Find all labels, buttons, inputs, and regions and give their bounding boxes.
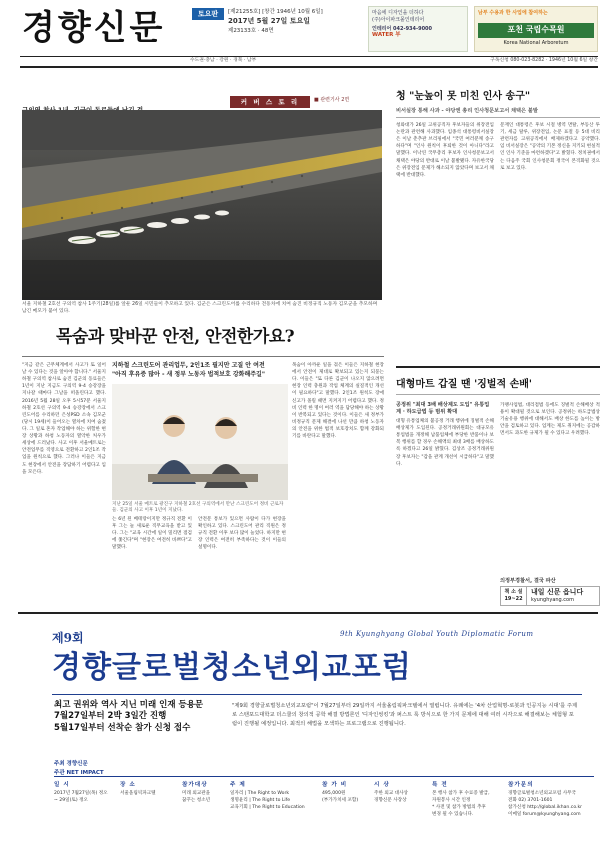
info-contact-header: 참가문의 [508, 782, 534, 788]
forum-english-title: 9th Kyunghyang Global Youth Diplomatic Forum [340, 630, 534, 638]
info-contact-value-1: 경향글로벌청소년외교포럼 사무국 [508, 791, 577, 797]
inset-caption: 지난 25일 서울 메트로 광진구 지하철 2호선 구의역에서 만난 스크린도어 정비 근로자들. 김군의 사고 이후 1년이 지났다. [112, 502, 284, 514]
region-info: 수도권·충남 · 강원 · 경북 · 남부 [190, 58, 257, 63]
photo-caption: 서울 지하철 2호선 구의역 참사 1주기(28일)를 앞둔 26일 시민들이 추모하고 있다. 김군은 스크린도어를 수리하다 전동차에 치여 숨진 비정규직 노동자 김모군을 추모하며 남긴 메모가 붙어 있다. [22, 302, 378, 314]
workers-photo [112, 384, 288, 500]
forum-highlight-1: 최고 권위와 역사 지닌 미래 인재 등용문 [54, 700, 204, 710]
info-benefits-value-3: * 사전 및 참가 방법의 추후 [432, 805, 486, 811]
masthead-rule [20, 56, 598, 57]
economy-rule [396, 394, 600, 395]
info-target-value-1: 미래 외교관을 [182, 791, 211, 797]
info-target [182, 781, 226, 805]
main-headline[interactable]: 목숨과 맞바꾼 안전, 안전한가요? [56, 327, 295, 347]
index-box-title[interactable]: 의정부경찰서, 결국 파산 [500, 578, 556, 584]
info-fee-value-1: 495,000원 [322, 791, 346, 797]
forum-title[interactable]: 경향글로벌청소년외교포럼 [52, 650, 412, 685]
politics-column-2: 문재인 대통령은 후보 시절 병역 면탈, 부동산 투기, 세금 탈루, 위장전입, 논문 표절 등 5대 비리 관련자를 고위공직에서 배제하겠다고 공약했다. 임 비서실장은 "공약의 기본 정신을 지키되 현실적인 인사 기준을 마련하겠다"고 밝혔다. 정치권에서는 다음주 국회 인사청문회 정국이 본격화될 것으로 보고 있다. [500, 123, 600, 171]
headline-rule [22, 356, 384, 357]
info-target-header: 참가대상 [182, 782, 208, 788]
article-column-2: 는 6년 된 베테랑이지만 정규직 전환 이후 그는 늘 새로운 직무교육을 받고 있다. 그는 "교육 시간에 일이 밀리면 점검에 쫓긴다"며 "현장은 여전히 바쁘다"고 말했다. [112, 517, 192, 551]
issue-info [228, 8, 368, 35]
cover-story-label: 커 버 스 토 리 [230, 96, 310, 108]
forum-host: 주최 경향신문 [54, 761, 88, 767]
info-topic-header: 주 제 [230, 782, 246, 788]
forum-rule [52, 694, 582, 695]
masthead-bottom-rule [20, 66, 598, 68]
forum-top-rule [18, 612, 598, 614]
info-fee [322, 781, 370, 805]
info-venue-header: 장 소 [120, 782, 136, 788]
forum-edition: 제9회 [52, 631, 84, 645]
forum-info-table [54, 776, 594, 838]
article-column-3: 안전문 통보가 있으면 사람이 다가 현장을 확인하고 있다. 스크린도어 관리 직원은 정규직 전환 이후 보다 많이 늘었다. 하지만 현장 인력은 여전히 부족하다는 것이 이들의 설명이다. [198, 517, 286, 551]
economy-headline[interactable]: 대형마트 갑질 땐 '징벌적 손배' [396, 379, 532, 390]
section-index-pages: 19~22 [504, 596, 523, 602]
ad1-phone: 인테리어 042-934-9000 [372, 25, 433, 32]
info-date-header: 일 시 [54, 782, 70, 788]
info-target-value-2: 꿈꾸는 청소년 [182, 798, 211, 804]
forum-highlight-2: 7월27일부터 2박 3일간 진행 [54, 711, 167, 722]
info-awards-value-2: 경향신문 사장상 [374, 798, 407, 804]
economy-column-2: 가맹사업법, 대리점법 등에도 징벌적 손해배상 적용이 확대될 것으로 보인다. 공정위는 하도급법상 기술유용 행위에 대해서도 배상 한도를 높이는 방안을 검토하고 있다. 업계는 제도 취지에는 공감하면서도 과도한 규제가 될 수 있다고 우려했다. [500, 403, 600, 437]
inset-subheadline-2: "아직 후유증 많아 - 새 정부 노동자 법적보호 강화해주길" [112, 371, 265, 379]
section-index-label: 책 소 설 [504, 589, 523, 596]
saturday-edition-badge: 토요판 [192, 8, 224, 20]
section-index [501, 587, 527, 605]
info-fee-value-2: (부가가치세 포함) [322, 798, 359, 804]
memorial-photo-image [22, 110, 382, 300]
politics-rule [396, 117, 600, 118]
tomorrow-notice-title: 내일 신문 읍니다 [531, 587, 584, 596]
article-column-1: "지금 같은 근무체계에서 사고가 또 일어날 수 있다는 것을 알아야 합니다." 서울지하철 구의역 참사로 숨진 김군의 동료들은 1년이 지난 지금도 구의역 9-4 승강장을 지나갈 때마다 그날을 떠올린다고 했다. 2016년 5월 28일 오후 5시57분 서울지하철 2호선 구의역 9-4 승강장에서 스크린도어를 수리하던 은성PSD 소속 김모군(당시 19세)이 들어오는 열차에 치여 숨졌다. 그 일로 혼자 작업해야 하는 위험한 현장 상황과 하청 노동자의 열악한 처우가 세상에 드러났다. 사고 이후 서울메트로는 안전업무를 직영으로 전환하고 2인1조 작업을 원칙으로 했다. 그러나 이들은 지금도 현장에서 안전을 장담하기 어렵다고 입을 모은다. [22, 363, 106, 475]
tomorrow-edition-box[interactable] [500, 586, 600, 606]
issue-meta-2: 제23133호 · 48면 [228, 27, 274, 34]
info-contact [508, 781, 594, 819]
economy-top-rule [396, 366, 600, 368]
info-topic-value-3: 교육기회 | The Right to Education [230, 805, 305, 811]
issue-date: 2017년 5월 27일 토요일 [228, 17, 310, 26]
inset-header [112, 362, 288, 379]
economy-subheadline: 공정위 "최대 3배 배상제도 도입" 유통업계 · 하도급법 등 범위 확대 [396, 402, 490, 416]
newspaper-logo: 경향신문 [22, 8, 166, 48]
tomorrow-notice [527, 588, 583, 604]
info-benefits-value-1: 본 행사 참가 후 수료증 발급, [432, 791, 490, 797]
ad2-line2: Korea National Arboretum [503, 39, 569, 46]
top-ad-arboretum[interactable] [474, 6, 598, 52]
info-benefits-value-4: 변경 될 수 있습니다. [432, 812, 474, 818]
info-awards-header: 시 상 [374, 782, 390, 788]
forum-organizers [54, 760, 104, 778]
workers-photo-image [112, 384, 288, 500]
info-fee-header: 참 가 비 [322, 782, 348, 788]
inset-subheadline-1: 지하철 스크린도어 관리업무, 2인1조 필지만 고질 안 여전 [112, 362, 265, 369]
ad1-line2: (주)아이파크몰인테리어 [372, 16, 425, 23]
top-ad-interior[interactable] [368, 6, 468, 52]
info-date-value-1: 2017년 7월27일(목) 정오 [54, 791, 108, 797]
issue-meta-1: [제21255호] [창간 1946년 10월 6일] [228, 9, 323, 15]
info-topic-value-1: 일자리 | The Right to Work [230, 791, 290, 797]
forum-description: "제9회 경향글로벌청소년외교포럼"이 7월27일부터 29일까지 서울올림픽파크텔에서 열립니다. 유례에는 '4차 산업혁명-로봇과 인공지능 시대'를 주제로 스탠포드대학교 더스쿨의 창의적 공학 해결 방법론인 '디자인씽킹'과 퍼스트 룩 방식으로 한 가지 문제에 대해 여러 시각으로 해결해보는 체험형 포럼이 진행될 예정입니다. 최적의 해법을 모색하는 프로그램으로 진행됩니다. [232, 703, 578, 727]
politics-headline[interactable]: 청 "눈높이 못 미친 인사 송구" [396, 91, 531, 102]
info-awards [374, 781, 428, 805]
website-link[interactable]: kyunghyang.com [531, 597, 574, 604]
article-column-4: 목숨이 아까운 일을 겪은 이들은 지하철 현장에서 안전이 제대로 확보되고 있는지 되묻는다. 이들은 "또 다른 김군이 나오지 않으려면 현장 인력 충원과 작업 체계의 실질적인 개선이 필요하다"고 말했다. 2인1조 원칙도 장애 신고가 몰릴 때면 지켜지기 어렵다고 했다. 정비 인력 한 명이 여러 역을 담당해야 하는 상황이 반복되고 있다는 것이다. 이들은 새 정부가 비정규직 문제 해결에 나선 만큼 하청 노동자의 안전을 위한 법적 보호장치도 함께 강화되기를 바란다고 말했다. [292, 363, 384, 440]
ad2-title: 포천 국립수목원 [478, 23, 594, 38]
info-benefits-value-2: 자원봉사 시간 인정 [432, 798, 471, 804]
related-article-ref[interactable]: ■ 관련기사 2면 [314, 97, 350, 103]
forum-sponsor: 주관 NET IMPACT [54, 769, 104, 776]
ad1-brand: WATER 부 [372, 32, 401, 39]
politics-subheadline: 비서실장 통해 사과 - 야당엔 총리 인사청문보고서 채택은 불발 [396, 108, 538, 114]
info-benefits [432, 781, 504, 819]
ad1-line1: 마음에 디자인을 더하다 [372, 10, 424, 16]
info-contact-email[interactable]: 이메일 forum@kyunghyang.com [508, 812, 581, 818]
forum-highlights [54, 700, 224, 734]
info-contact-url[interactable]: 참가신청 http://global.ikhan.co.kr [508, 805, 583, 811]
info-venue [120, 781, 178, 798]
economy-column-1: 대형 유통업체의 불공정 거래 행위에 징벌적 손해배상제가 도입된다. 공정거래위원회는 대규모유통업법을 개정해 납품업체에 부당한 반품이나 보복 행위를 할 경우 손해액의 최대 3배를 배상하도록 하겠다고 26일 밝혔다. 김상조 공정거래위원장 후보자는 "갑을 관계 개선이 시급하다"고 말했다. [396, 419, 494, 467]
info-topic [230, 781, 318, 812]
main-photo-subway-memorial [22, 110, 382, 300]
info-date [54, 781, 116, 805]
politics-column-1: 청와대가 26일 고위공직자 후보자들의 위장전입 논란과 관련해 사과했다. 임종석 대통령비서실장은 이날 춘추관 브리핑에서 "국민 여러분께 송구하다"며 "인사 원칙이 후퇴한 것이 아니다"라고 말했다. 이낙연 국무총리 후보자 인사청문보고서 채택은 야당의 반대로 이날 불발됐다. 자유한국당은 위장전입 문제가 해소되지 않았다며 보고서 채택에 반대했다. [396, 123, 494, 178]
forum-highlight-3: 5월17일부터 선착순 참가 신청 접수 [54, 722, 191, 733]
ad2-line1: 남부 수용과 한 사업에 참여하는 [478, 10, 548, 16]
subscription-info: 구독신청 080-023-8282 · 1946년 10월 6일 창간 [490, 58, 598, 63]
info-venue-value: 서울올림픽파크텔 [120, 791, 156, 797]
info-topic-value-2: 생명윤리 | The Right to Life [230, 798, 291, 804]
info-benefits-header: 특 전 [432, 782, 448, 788]
info-date-value-2: ~ 29일(토) 정오 [54, 798, 88, 804]
info-contact-phone[interactable]: 전화 02) 3701-1601 [508, 798, 553, 804]
info-awards-value-1: 주한 외교 대사상 [374, 791, 408, 797]
